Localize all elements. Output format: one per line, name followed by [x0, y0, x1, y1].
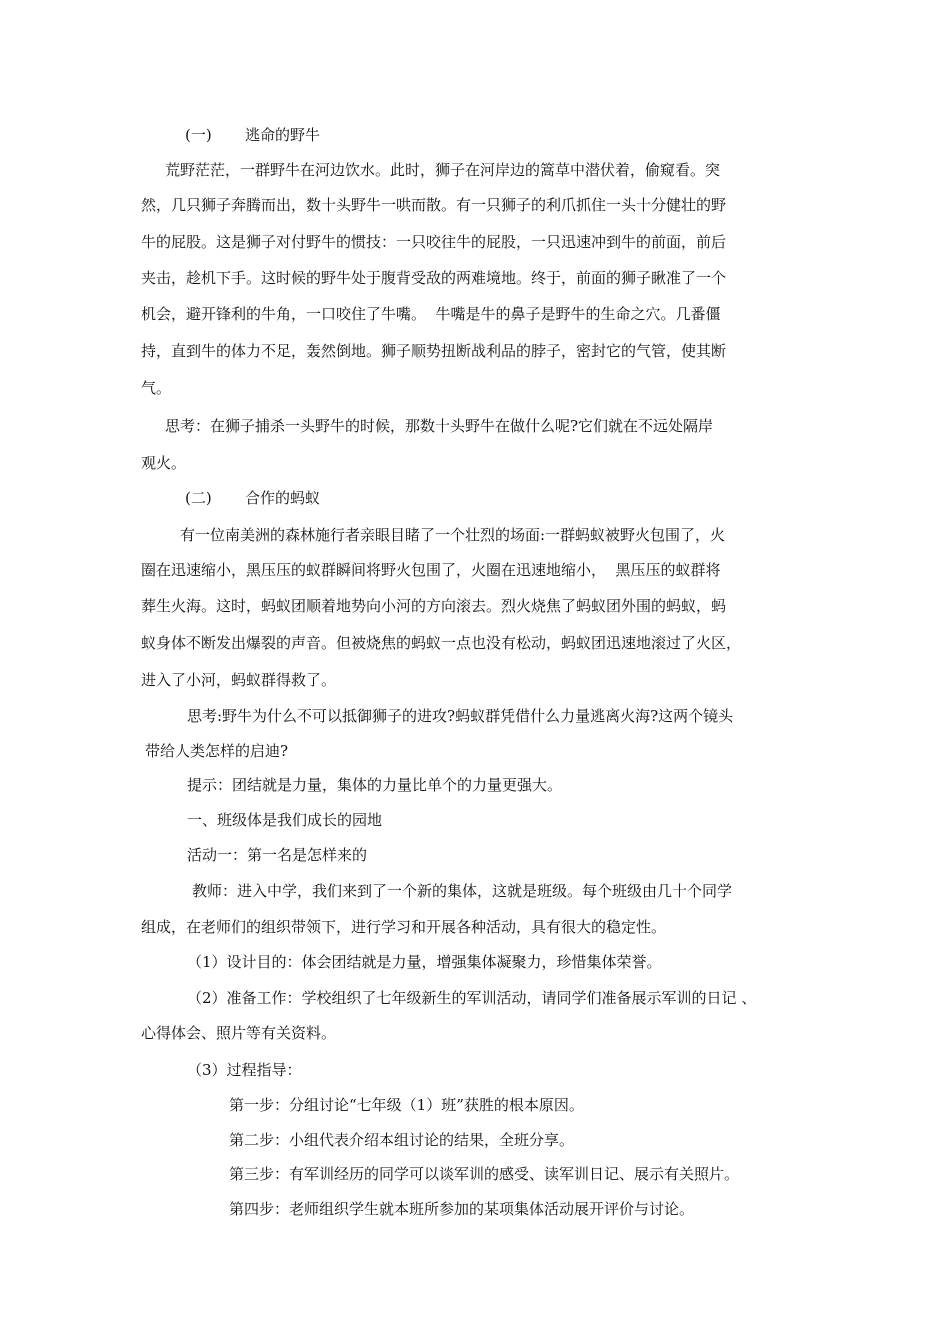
paragraph-line: 牛的屁股。这是狮子对付野牛的惯技：一只咬往牛的屁股，一只迅速冲到牛的前面，前后: [141, 233, 727, 251]
think-line: 思考:野牛为什么不可以抵御狮子的进攻?蚂蚁群凭借什么力量逃离火海?这两个镜头: [187, 707, 734, 725]
paragraph-line: 持，直到牛的体力不足，轰然倒地。狮子顺势扭断战利品的脖子，密封它的气管，使其断: [141, 342, 727, 360]
activity-1-heading: 活动一：第一名是怎样来的: [187, 846, 368, 864]
paragraph-line: 圈在迅速缩小，黑压压的蚁群瞬间将野火包围了，火圈在迅速地缩小， 黑压压的蚁群将: [141, 561, 721, 579]
think-line: 带给人类怎样的启迪?: [145, 742, 289, 760]
paragraph-line: 夹击，趁机下手。这时候的野牛处于腹背受敌的两难境地。终于，前面的狮子瞅准了一个: [141, 269, 727, 287]
section-2-title: 合作的蚂蚁: [245, 489, 321, 507]
think-line: 思考：在狮子捕杀一头野牛的时候，那数十头野牛在做什么呢?它们就在不远处隔岸: [165, 417, 714, 435]
section-1-title: 逃命的野牛: [245, 126, 321, 144]
paragraph-line: 荒野茫茫，一群野牛在河边饮水。此时，狮子在河岸边的篙草中潜伏着，偷窥看。突: [165, 161, 721, 179]
step-line: 第三步：有军训经历的同学可以谈军训的感受、读军训日记、展示有关照片。: [229, 1165, 740, 1183]
paragraph-line: 进入了小河，蚂蚁群得救了。: [141, 671, 337, 689]
design-goal-line: （1）设计目的：体会团结就是力量，增强集体凝聚力，珍惜集体荣誉。: [187, 953, 662, 971]
paragraph-line: 机会，避开锋利的牛角，一口咬住了牛嘴。 牛嘴是牛的鼻子是野牛的生命之穴。几番僵: [141, 305, 721, 323]
paragraph-line: 然，几只狮子奔腾而出，数十头野牛一哄而散。有一只狮子的利爪抓住一头十分健壮的野: [141, 196, 727, 214]
teacher-line: 教师：进入中学，我们来到了一个新的集体，这就是班级。每个班级由几十个同学: [192, 882, 733, 900]
prep-line: 心得体会、照片等有关资料。: [141, 1024, 337, 1042]
paragraph-line: 有一位南美洲的森林施行者亲眼目睹了一个壮烈的场面:一群蚂蚁被野火包围了，火: [180, 526, 726, 544]
paragraph-line: 气。: [141, 379, 172, 397]
process-heading: （3）过程指导：: [187, 1061, 302, 1079]
prep-line: （2）准备工作：学校组织了七年级新生的军训活动，请同学们准备展示军训的日记 、: [187, 989, 757, 1007]
hint-line: 提示：团结就是力量，集体的力量比单个的力量更强大。: [187, 776, 563, 794]
paragraph-line: 葬生火海。这时，蚂蚁团顺着地势向小河的方向滚去。烈火烧焦了蚂蚁团外围的蚂蚁，蚂: [141, 597, 727, 615]
step-line: 第四步：老师组织学生就本班所参加的某项集体活动展开评价与讨论。: [229, 1200, 695, 1218]
step-line: 第一步：分组讨论“七年级（1）班”获胜的根本原因。: [229, 1096, 584, 1114]
section-2-number: (二): [185, 489, 212, 507]
think-line: 观火。: [141, 454, 187, 472]
part-1-heading: 一、班级体是我们成长的园地: [187, 811, 383, 829]
teacher-line: 组成，在老师们的组织带领下，进行学习和开展各种活动，具有很大的稳定性。: [141, 918, 667, 936]
paragraph-line: 蚁身体不断发出爆裂的声音。但被烧焦的蚂蚁一点也没有松动，蚂蚁团迅速地滚过了火区，: [141, 634, 742, 652]
section-1-number: (一): [185, 126, 212, 144]
step-line: 第二步：小组代表介绍本组讨论的结果，全班分享。: [229, 1131, 575, 1149]
